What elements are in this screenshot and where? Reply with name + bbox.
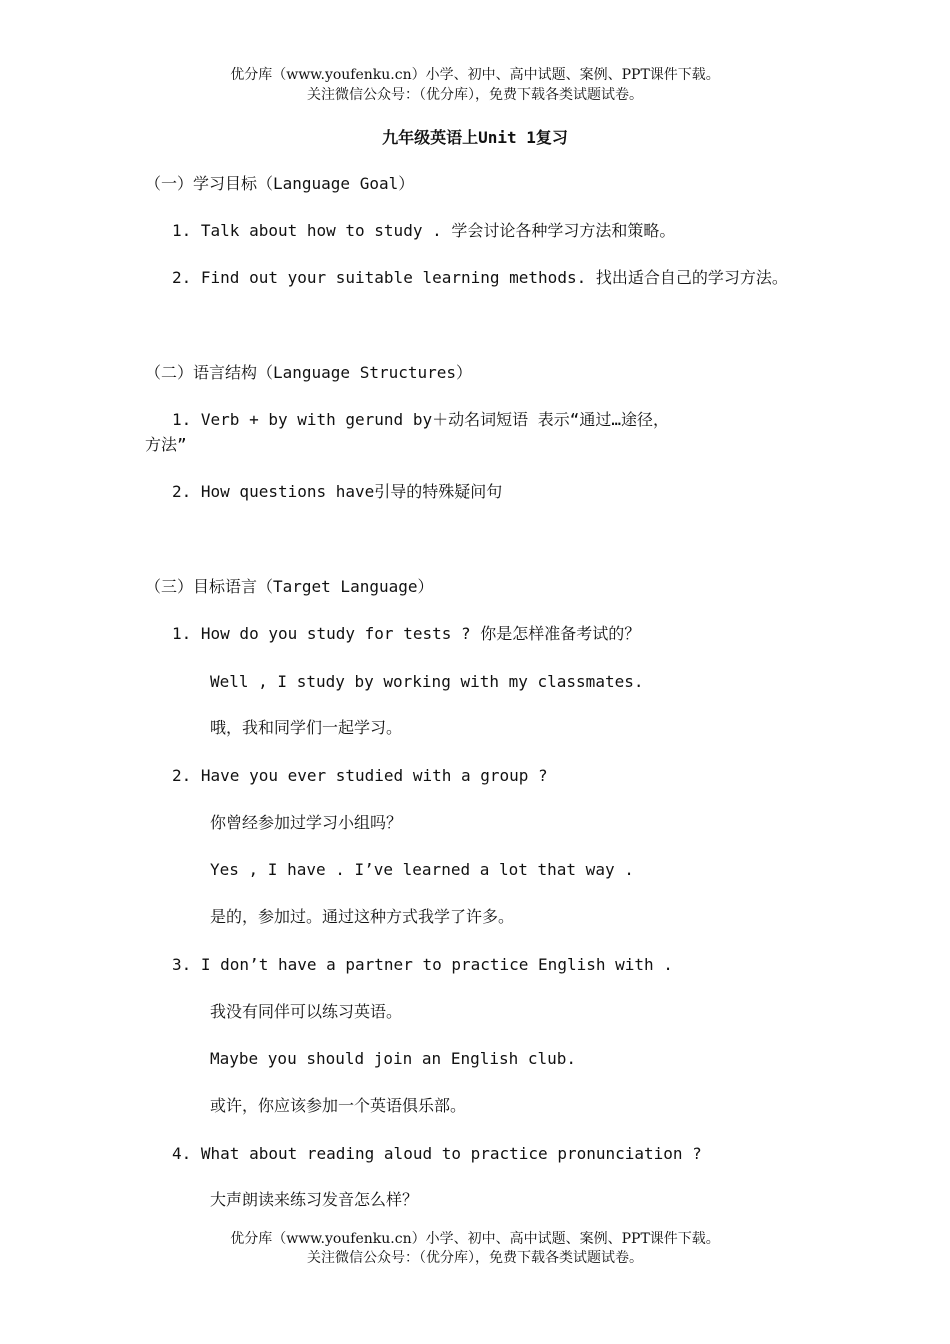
target-a3-zh: 或许，你应该参加一个英语俱乐部。 xyxy=(210,1096,467,1115)
target-a1-en: Well , I study by working with my classmates. xyxy=(210,672,644,691)
target-a2-en: Yes , I have . I’ve learned a lot that way . xyxy=(210,860,634,879)
section-2-item-1-cont: 方法” xyxy=(145,435,187,454)
target-q3: 3. I don’t have a partner to practice English with . xyxy=(172,955,673,974)
header-line-2: 关注微信公众号：（优分库），免费下载各类试题试卷。 xyxy=(307,87,643,103)
section-1-item-1: 1. Talk about how to study . 学会讨论各种学习方法和策略。 xyxy=(172,221,676,240)
section-2-item-2: 2. How questions have引导的特殊疑问句 xyxy=(172,482,503,501)
section-1-heading: （一）学习目标（Language Goal） xyxy=(145,174,415,193)
header-line-1: 优分库（www.youfenku.cn）小学、初中、高中试题、案例、PPT课件下载。 xyxy=(230,67,720,83)
target-q2-zh: 你曾经参加过学习小组吗？ xyxy=(210,813,403,832)
section-1-item-2: 2. Find out your suitable learning methods. 找出适合自己的学习方法。 xyxy=(172,268,788,287)
section-3-heading: （三）目标语言（Target Language） xyxy=(145,577,434,596)
target-q4-zh: 大声朗读来练习发音怎么样？ xyxy=(210,1190,419,1209)
section-2-heading: （二）语言结构（Language Structures） xyxy=(145,363,473,382)
target-a3-en: Maybe you should join an English club. xyxy=(210,1049,577,1068)
target-q4: 4. What about reading aloud to practice pronunciation ? xyxy=(172,1144,702,1163)
target-a2-zh: 是的，参加过。通过这种方式我学了许多。 xyxy=(210,907,515,926)
target-q2: 2. Have you ever studied with a group ? xyxy=(172,766,548,785)
target-q3-zh: 我没有同伴可以练习英语。 xyxy=(210,1002,403,1021)
target-q1: 1. How do you study for tests ? 你是怎样准备考试的？ xyxy=(172,624,641,643)
page-title: 九年级英语上Unit 1复习 xyxy=(382,128,568,147)
section-2-item-1: 1. Verb + by with gerund by＋动名词短语 表示“通过…途径， xyxy=(172,410,669,429)
footer-line-2: 关注微信公众号：（优分库），免费下载各类试题试卷。 xyxy=(307,1250,643,1266)
footer-line-1: 优分库（www.youfenku.cn）小学、初中、高中试题、案例、PPT课件下载。 xyxy=(230,1231,720,1247)
target-a1-zh: 哦，我和同学们一起学习。 xyxy=(210,718,403,737)
